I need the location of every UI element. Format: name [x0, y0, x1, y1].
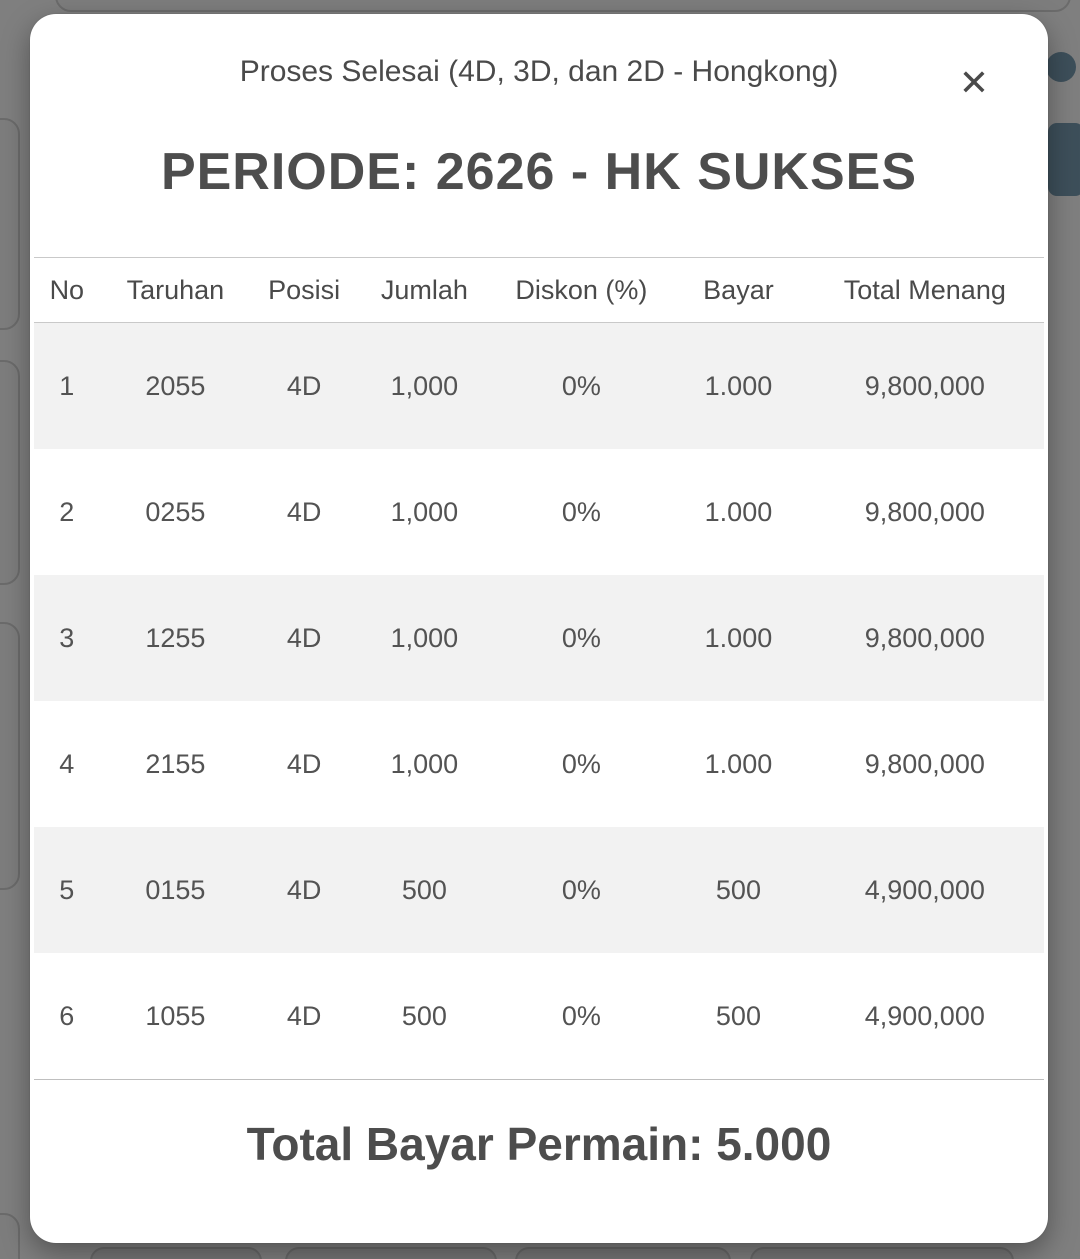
cell-posisi: 4D: [286, 370, 322, 401]
column-header-total-menang: Total Menang: [843, 274, 1006, 305]
cell-posisi: 4D: [286, 496, 322, 527]
cell-diskon: 0%: [561, 1000, 601, 1031]
column-header-taruhan: Taruhan: [126, 274, 225, 305]
cell-taruhan: 0155: [145, 874, 206, 905]
cell-no: 5: [59, 874, 75, 905]
column-header-diskon: Diskon (%): [515, 274, 648, 305]
table-row: [34, 323, 1044, 450]
cell-bayar: 500: [715, 1000, 761, 1031]
cell-posisi: 4D: [286, 1000, 322, 1031]
cell-total-menang: 9,800,000: [864, 496, 985, 527]
cell-total-menang: 9,800,000: [864, 622, 985, 653]
close-button[interactable]: [952, 62, 996, 106]
cell-diskon: 0%: [561, 496, 601, 527]
cell-jumlah: 500: [401, 874, 447, 905]
cell-posisi: 4D: [286, 874, 322, 905]
column-header-bayar: Bayar: [703, 274, 774, 305]
cell-bayar: 1.000: [704, 748, 773, 779]
periode-heading: PERIODE: 2626 - HK SUKSES: [160, 143, 918, 201]
cell-jumlah: 1,000: [390, 370, 459, 401]
cell-jumlah: 1,000: [390, 622, 459, 653]
cell-taruhan: 2055: [145, 370, 206, 401]
cell-posisi: 4D: [286, 622, 322, 653]
table-row: [34, 827, 1044, 953]
cell-total-menang: 9,800,000: [864, 748, 985, 779]
cell-diskon: 0%: [561, 622, 601, 653]
cell-taruhan: 0255: [145, 496, 206, 527]
table-row: [34, 701, 1044, 827]
cell-no: 6: [59, 1000, 75, 1031]
cell-taruhan: 1055: [145, 1000, 206, 1031]
cell-diskon: 0%: [561, 874, 601, 905]
process-complete-modal: [30, 14, 1048, 1243]
column-header-posisi: Posisi: [268, 274, 341, 305]
close-icon: ✕: [958, 63, 990, 104]
table-row: [34, 953, 1044, 1080]
cell-diskon: 0%: [561, 748, 601, 779]
cell-taruhan: 2155: [145, 748, 206, 779]
cell-no: 3: [59, 622, 75, 653]
cell-jumlah: 1,000: [390, 748, 459, 779]
cell-total-menang: 4,900,000: [864, 874, 985, 905]
cell-no: 1: [59, 370, 75, 401]
table-row: [34, 449, 1044, 575]
total-bayar-text: Total Bayar Permain: 5.000: [246, 1118, 832, 1170]
modal-title: Proses Selesai (4D, 3D, dan 2D - Hongkong): [239, 55, 839, 88]
cell-bayar: 500: [715, 874, 761, 905]
table-header-row: [34, 258, 1044, 323]
table-row: [34, 575, 1044, 701]
cell-diskon: 0%: [561, 370, 601, 401]
cell-jumlah: 500: [401, 1000, 447, 1031]
cell-posisi: 4D: [286, 748, 322, 779]
cell-total-menang: 4,900,000: [864, 1000, 985, 1031]
cell-bayar: 1.000: [704, 370, 773, 401]
cell-no: 4: [59, 748, 75, 779]
cell-taruhan: 1255: [145, 622, 206, 653]
bet-table: [34, 257, 1044, 1080]
cell-bayar: 1.000: [704, 496, 773, 527]
cell-total-menang: 9,800,000: [864, 370, 985, 401]
bet-table-wrap: [34, 257, 1044, 1080]
cell-bayar: 1.000: [704, 622, 773, 653]
column-header-no: No: [49, 274, 85, 305]
cell-no: 2: [59, 496, 75, 527]
cell-jumlah: 1,000: [390, 496, 459, 527]
column-header-jumlah: Jumlah: [380, 274, 468, 305]
